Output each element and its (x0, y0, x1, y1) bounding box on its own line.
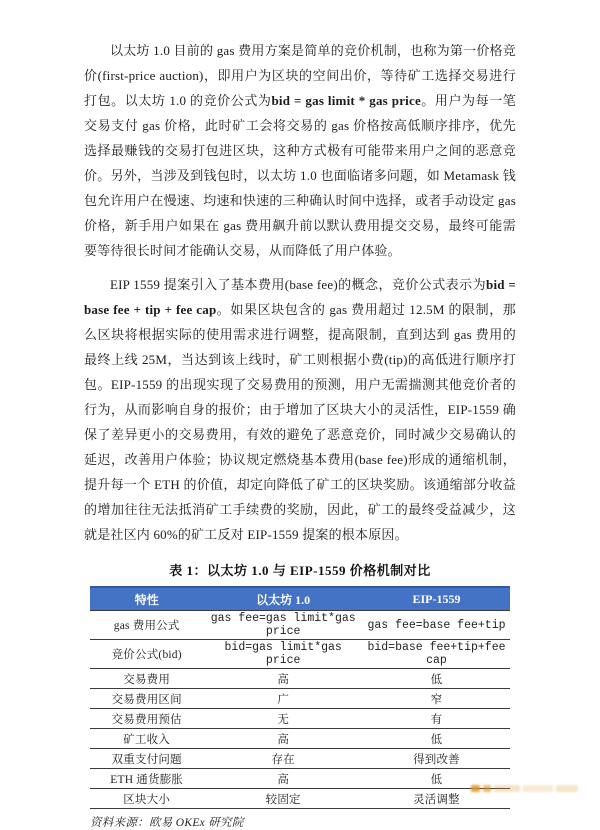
table-cell: 存在 (203, 749, 363, 769)
formula-bold-run: bid = base fee + tip + fee cap (84, 277, 516, 317)
table-row (90, 749, 510, 769)
table-cell: 无 (203, 709, 363, 729)
watermark-fragment (523, 785, 553, 792)
table-cell: 高 (203, 669, 363, 689)
table-cell: bid=base fee+tip+fee cap (363, 640, 510, 669)
table-row (90, 669, 510, 689)
table-header-row (90, 587, 510, 611)
text-run: 以太坊 1.0 目前的 gas 费用方案是简单的竞价机制，也称为第一价格竞价(first-price auction)，即用户为区块的空间出价，等待矿工选择交易进行打包。以太坊 1.0 的竞价公式为 (84, 43, 516, 108)
paragraphs-section (84, 38, 516, 547)
table-cell: 交易费用 (90, 669, 203, 689)
comparison-table (90, 586, 510, 809)
table-cell: 矿工收入 (90, 729, 203, 749)
table-cell: 较固定 (203, 789, 363, 809)
text-run: 。如果区块包含的 gas 费用超过 12.5M 的限制，那么区块将根据实际的使用需求进行调整，提高限制，直到达到 gas 费用的最终上线 25M，当达到该上线时，矿工则根据小费(tip)的高低进行顺序打包。EIP-1559 的出现实现了交易费用的预测，用户无需揣测其他竞价者的行为，从而影响自身的报价；由于增加了区块大小的灵活性，EIP-1559 确保了差异更小的交易费用，有效的避免了恶意竞价，同时减少交易确认的延迟，改善用户体验；协议规定燃烧基本费用(base fee)形成的通缩机制，提升每一个 ETH 的价值，却定向降低了矿工的区块奖励。该通缩部分收益的增加往往无法抵消矿工手续费的奖励，因此，矿工的最终受益减少，这就是社区内 60%的矿工反对 EIP-1559 提案的根本原因。 (84, 302, 516, 542)
table-row (90, 709, 510, 729)
table-row (90, 769, 510, 789)
formula-bold-run: bid = gas limit * gas price (271, 93, 421, 108)
table-cell: 高 (203, 769, 363, 789)
table-title: 表 1：以太坊 1.0 与 EIP-1559 价格机制对比 (169, 563, 431, 578)
table-cell: 区块大小 (90, 789, 203, 809)
table-cell: 交易费用预估 (90, 709, 203, 729)
table-cell: 双重支付问题 (90, 749, 203, 769)
table-cell: 窄 (363, 689, 510, 709)
table-row (90, 729, 510, 749)
watermark-fragment (556, 785, 578, 792)
table-cell: 得到改善 (363, 749, 510, 769)
table-cell: 灵活调整 (363, 789, 510, 809)
table-header-cell: 以太坊 1.0 (203, 587, 363, 611)
paragraph (84, 38, 516, 263)
table-cell: 低 (363, 669, 510, 689)
document-content (84, 38, 516, 830)
table-cell: 高 (203, 729, 363, 749)
table-cell: gas fee=base fee+tip (363, 611, 510, 640)
table-row (90, 689, 510, 709)
table-cell: 有 (363, 709, 510, 729)
table-row (90, 640, 510, 669)
table-cell: gas fee=gas limit*gas price (203, 611, 363, 640)
table-source-note: 资料来源：欧易 OKEx 研究院 (90, 817, 244, 829)
table-cell: ETH 通货膨胀 (90, 769, 203, 789)
paragraph (84, 272, 516, 547)
table-cell: 竞价公式(bid) (90, 640, 203, 669)
table-row (90, 789, 510, 809)
text-run: EIP 1559 提案引入了基本费用(base fee)的概念，竞价公式表示为 (110, 277, 487, 292)
table-cell: 广 (203, 689, 363, 709)
table-cell: 低 (363, 729, 510, 749)
table-header-cell: 特性 (90, 587, 203, 611)
text-run: 。用户为每一笔交易支付 gas 价格，此时矿工会将交易的 gas 价格按高低顺序排序，优先选择最赚钱的交易打包进区块，这种方式极有可能带来用户之间的恶意竞价。另外，当涉及到钱包时，以太坊 1.0 也面临诸多问题，如 Metamask 钱包允许用户在慢速、均速和快速的三种确认时间中选择，或者手动设定 gas 价格，新手用户如果在 gas 费用飙升前以默认费用提交交易，最终可能需要等待很长时间才能确认交易，从而降低了用户体验。 (84, 93, 516, 258)
table-header-cell: EIP-1559 (363, 587, 510, 611)
table-row (90, 611, 510, 640)
table-cell: 低 (363, 769, 510, 789)
table-cell: bid=gas limit*gas price (203, 640, 363, 669)
table-cell: 交易费用区间 (90, 689, 203, 709)
table-cell: gas 费用公式 (90, 611, 203, 640)
